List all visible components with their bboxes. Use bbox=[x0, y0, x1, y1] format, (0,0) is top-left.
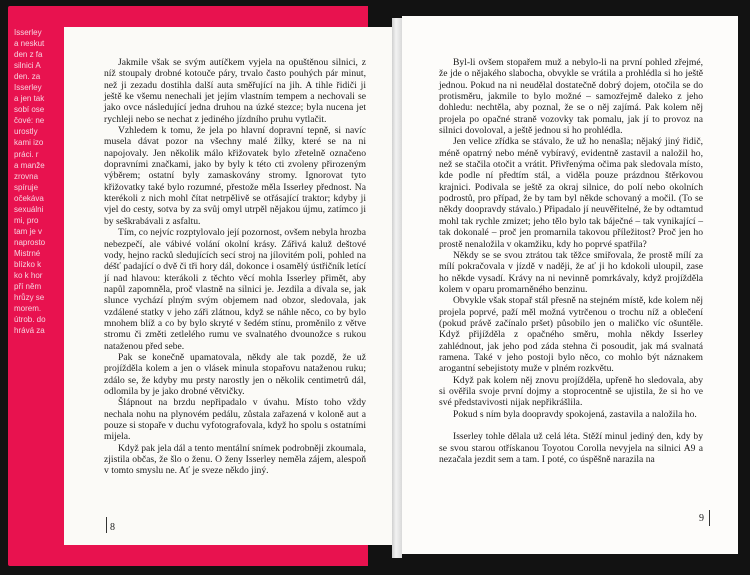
flap-line: zrovna bbox=[14, 171, 39, 181]
left-page bbox=[64, 27, 392, 545]
paragraph: Když pak kolem něj znovu projížděla, upřeně ho sledovala, aby si ověřila svoje první dojmy a stoprocentně se ujistila, že si ho ve své představivosti nijak nepřikrášlila. bbox=[439, 374, 703, 409]
paragraph: Pokud s ním byla doopravdy spokojená, zastavila a naložila ho. bbox=[453, 408, 697, 420]
flap-line: kami izo bbox=[14, 138, 44, 148]
flap-line: spíruje bbox=[14, 182, 39, 192]
flap-line: sobí ose bbox=[14, 105, 45, 115]
flap-line: den z fa bbox=[14, 50, 43, 60]
paragraph: Vzhledem k tomu, že jela po hlavní dopravní tepně, si navíc musela dávat pozor na všechny malé žilky, které se na ni napojovaly. Jen několik málo křižovatek bylo zřetelně označeno dopravními značkami, jako by byly k této cti zvoleny přirozeným výběrem; ostatní byly zamaskovány stromy. Ignorovat tyto křižovatky také bylo rozumné, přestože měla Isserley přednost. Na kterékoli z nich mohl čítat netrpělivě se otřásající traktor; kdyby ji vjel do cesty, sotva by za svůj omyl utrpěl nějakou újmu, zatímco ji by seškrabávali z asfaltu. bbox=[104, 125, 366, 227]
flap-line: a manže bbox=[14, 160, 45, 170]
flap-line: den. za bbox=[14, 72, 41, 82]
flap-line: hrává za bbox=[14, 326, 45, 336]
page-number-rule bbox=[709, 510, 710, 526]
flap-line: blízko k bbox=[14, 259, 42, 269]
paragraph: Šlápnout na brzdu nepřipadalo v úvahu. Místo toho vždy nechala nohu na plynovém pedálu, zůstala zařazená v koloně aut a pouze si stopaře v duchu vyfotografovala, když ho spolu s ostatními mijela. bbox=[104, 397, 366, 443]
flap-line: sexuálni bbox=[14, 204, 44, 214]
page-number: 8 bbox=[110, 521, 115, 533]
flap-line: očekáva bbox=[14, 193, 44, 203]
flap-line: morem. bbox=[14, 304, 42, 314]
flap-line: Mistrné bbox=[14, 248, 41, 258]
book-gutter bbox=[392, 18, 402, 558]
flap-line: urostly bbox=[14, 127, 38, 137]
flap-line: práci. r bbox=[14, 149, 39, 159]
flap-line: útrob. do bbox=[14, 315, 46, 325]
paragraph: Někdy se se svou ztrátou tak těžce smiřovala, že prostě mílí za mílí pokračovala v jízdě v naději, že ať ji ho kdokoli uloupil, zase ho někde vysadí. Krávy na ni nevinně pomrkávaly, když projížděla kolem v oparu promarněného benzinu. bbox=[439, 249, 703, 295]
paragraph: Pak se konečně upamatovala, někdy ale tak pozdě, že už projížděla kolem a jen o vlásek minula stopařovu nataženou ruku; zdálo se, že kdyby mu prsty narostly jen o několik centimetrů dál, odlomila by je jako drobné větvičky. bbox=[104, 351, 366, 397]
flap-line: pří něm bbox=[14, 282, 42, 292]
right-page-text bbox=[439, 57, 703, 465]
flap-line: mi, pro bbox=[14, 215, 39, 225]
flap-line: a neskut bbox=[14, 39, 45, 49]
paragraph: Když pak jela dál a tento mentální snímek podrobněji zkoumala, zjistila občas, že šlo o ženu. O ženy Isserley neměla zájem, alespoň v tomto smyslu ne. Ať je sveze někdo jiný. bbox=[104, 442, 366, 477]
paragraph: Obvykle však stopař stál přesně na stejném místě, kde kolem něj projela poprvé, paží měl možná vytrčenou o trochu níž a oblečení (pokud právě začínalo pršet) působilo jen o maličko víc ošuntěle. Když přijížděla z opačného směru, mohla někdy Isserley zahlédnout, jak jeho pod záda stehna či posoudit, jak má svalnatá ramena. Také v jeho postoji bylo něco, co mohlo být náznakem arogantní sebejistoty muže v plném rozkvětu. bbox=[439, 295, 703, 375]
paragraph: Jakmile však se svým autíčkem vyjela na opuštěnou silnici, z níž stoupaly drobné kotouče páry, trvalo často pouhých pár minut, než ji zezadu dostihla další auta směřující na jih. A tihle řidiči ji ještě ke všemu nenechali jet jejím vlastním tempem a nechovali se jako ovce následující jedna druhou na úzké stezce; byla nucena jet rychleji nebo se nechat z jediného jízdního pruhu vytlačit. bbox=[104, 57, 366, 125]
flap-line: Isserley bbox=[14, 28, 42, 37]
flap-line: ko k hor bbox=[14, 271, 43, 281]
paragraph: Jen velice zřídka se stávalo, že už ho nenašla; nějaký jiný řidič, méně opatrný nebo méně vybíravý, evidentně zastavil a naložil ho, než se stačila otočit a vrátit. Přivřenýma očima pak sledovala místo, kde podle ní předtím stál, a viděla pouze prázdnou štěrkovou krajnici. Podivala se ještě za okraj silnice, do polí nebo okolních podrostů, pro případ, že by tam byl někde schovaný a močil. (To se někdy doopravdy stávalo.) Připadalo jí neuvěřitelné, že by odtamtud mohl tak rychle zmizet; jeho tělo bylo tak báječné – tak vynikající – tak dokonalé – proč jen promarnila takovou příležitost? Proč jen ho prostě nenaložila v okamžiku, kdy ho poprvé spatřila? bbox=[439, 136, 703, 250]
flap-line: čové: ne bbox=[14, 116, 45, 126]
flap-line: tam je v bbox=[14, 226, 43, 236]
paragraph: Isserley tohle dělala už celá léta. Stěží minul jediný den, kdy by se svou starou otřískanou Toyotou Corolla nevyjela na silnici A9 a nezačala jezdit sem a tam. I poté, co úspěšně narazila na bbox=[439, 431, 703, 466]
flap-line: hrůzy se bbox=[14, 293, 45, 303]
flap-line: silnici A bbox=[14, 61, 41, 71]
flap-line: Isserley bbox=[14, 83, 42, 93]
right-page bbox=[402, 16, 738, 554]
page-number-rule bbox=[106, 517, 107, 533]
flap-line: a jen tak bbox=[14, 94, 45, 104]
left-page-text bbox=[104, 57, 366, 477]
paragraph: Tím, co nejvíc rozptylovalo její pozornost, ovšem nebyla hrozba nebezpečí, ale vábivé volání okolní krásy. Zářivá kaluž deštové vody, hejno racků sledujících secí stroj na jílovitém poli, pohled na déšť padající o dvě či tři hory dál, dokonce i osamělý ústřičník letící jí nad hlavou: kterákoli z těchto věcí mohla Isserley přimět, aby napůl zapomněla, proč vlastně na silnici je. Jezdila a dívala se, jak slunce vychází plným svým objemem nad obzor, sledovala, jak vzdálené statky v jeho záři zlátnou, když se náhle něco, co by bylo mnohem blíž a co by bylo skryté v šedém stínu, proměnilo z větve stromu či změti zetlelého rumu ve svalnatého dvounožce s rukou nataženou před sebe. bbox=[104, 227, 366, 352]
paragraph: Byl-li ovšem stopařem muž a nebylo-li na první pohled zřejmé, že jde o nějakého slabocha, obvykle se vrátila a prohlédla si ho ještě jednou. Pokud na ni neudělal dostatečně dobrý dojem, otočila se do protisměru, jakmile to bylo možné – samozřejmě daleko z jeho dohledu: nechtěla, aby poznal, že se o něj zajímá. Pak kolem něj projela po opačné straně vozovky tak pomalu, jak jí to provoz na silnici dovoloval, a ještě jednou si ho prohlédla. bbox=[439, 57, 703, 137]
flap-line: naprosto bbox=[14, 237, 46, 247]
page-number: 9 bbox=[699, 512, 704, 524]
